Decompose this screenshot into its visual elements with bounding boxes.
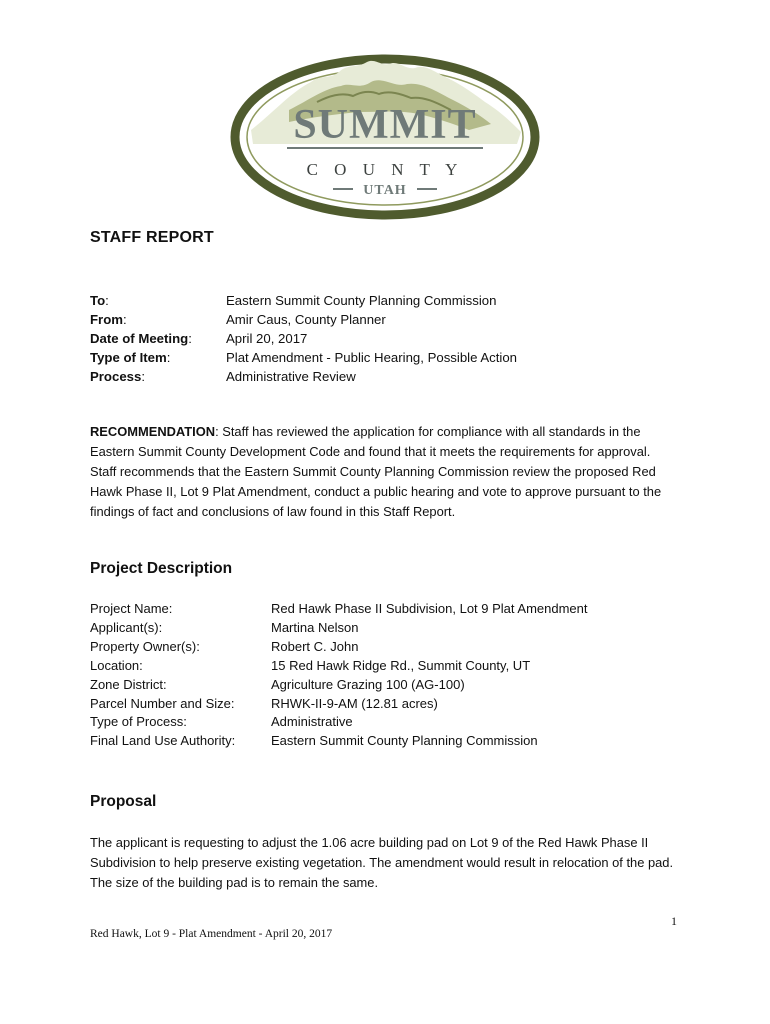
- project-row: [90, 657, 588, 676]
- project-value: Eastern Summit County Planning Commission: [271, 733, 538, 749]
- logo-summit-text: SUMMIT: [293, 102, 477, 148]
- logo-county-text: C O U N T Y: [306, 160, 464, 179]
- proposal-heading: Proposal: [90, 793, 157, 810]
- header-label: Date of Meeting: [90, 331, 189, 346]
- recommendation-text: : Staff has reviewed the application for compliance with all standards in the Eastern Summit County Development Code and found that it meets the requirements for approval. Staff recommends that the Eastern Summit County Planning Commission review the proposed Red Hawk Phase II, Lot 9 Plat Amendment, conduct a public hearing and vote to approve pursuant to the findings of fact and conclusions of law found in this Staff Report.: [90, 424, 662, 519]
- header-value: Eastern Summit County Planning Commission: [226, 293, 497, 308]
- header-row-type: Type of Item: Plat Amendment - Public Hearing, Possible Action: [90, 350, 518, 365]
- header-label: To: [90, 293, 106, 308]
- project-label: Property Owner(s):: [90, 638, 200, 654]
- header-label: Type of Item: [90, 350, 167, 365]
- project-row: [90, 732, 588, 751]
- project-label: Location:: [90, 657, 143, 673]
- report-header: [90, 291, 517, 386]
- header-label: Process: [90, 369, 142, 384]
- project-description-heading: Project Description: [90, 560, 233, 577]
- project-row: [90, 713, 588, 732]
- project-details: [90, 600, 588, 751]
- header-value: Plat Amendment - Public Hearing, Possible Action: [226, 350, 518, 365]
- project-value: Agriculture Grazing 100 (AG-100): [271, 676, 465, 692]
- header-value: April 20, 2017: [226, 331, 308, 346]
- project-label: Zone District:: [90, 676, 167, 692]
- header-value: Administrative Review: [226, 369, 356, 384]
- project-label: Final Land Use Authority:: [90, 733, 236, 749]
- project-value: 15 Red Hawk Ridge Rd., Summit County, UT: [271, 657, 531, 673]
- project-row: [90, 695, 588, 714]
- project-row: [90, 619, 588, 638]
- page-footer: Red Hawk, Lot 9 - Plat Amendment - April 20, 2017: [90, 928, 333, 940]
- header-row-date: Date of Meeting: April 20, 2017: [90, 331, 308, 346]
- recommendation-label: RECOMMENDATION: [90, 424, 216, 439]
- project-row: [90, 600, 588, 619]
- project-label: Project Name:: [90, 601, 173, 616]
- recommendation-paragraph: [90, 422, 670, 522]
- header-row-from: From: Amir Caus, County Planner: [90, 312, 386, 327]
- project-value: Administrative: [271, 714, 353, 730]
- header-row-process: Process: Administrative Review: [90, 369, 356, 384]
- header-value: Amir Caus, County Planner: [226, 312, 386, 327]
- project-row: [90, 676, 588, 695]
- page-number: 1: [671, 914, 677, 928]
- header-label: From: [90, 312, 123, 327]
- logo-utah-text: UTAH: [363, 183, 407, 198]
- project-label: Applicant(s):: [90, 619, 163, 635]
- project-label: Type of Process:: [90, 714, 187, 730]
- header-row-to: To: Eastern Summit County Planning Commission: [90, 293, 497, 308]
- summit-county-logo: [229, 52, 541, 222]
- project-value: Martina Nelson: [271, 619, 359, 635]
- project-value: Red Hawk Phase II Subdivision, Lot 9 Plat Amendment: [271, 601, 588, 616]
- project-value: RHWK-II-9-AM (12.81 acres): [271, 695, 438, 711]
- project-label: Parcel Number and Size:: [90, 695, 235, 711]
- report-title: STAFF REPORT: [90, 229, 214, 246]
- project-row: [90, 638, 588, 657]
- project-value: Robert C. John: [271, 638, 359, 654]
- proposal-paragraph: The applicant is requesting to adjust the 1.06 acre building pad on Lot 9 of the Red Hawk Phase II Subdivision to help preserve existing vegetation. The amendment would result in relocation of the pad. The size of the building pad is to remain the same.: [90, 835, 674, 890]
